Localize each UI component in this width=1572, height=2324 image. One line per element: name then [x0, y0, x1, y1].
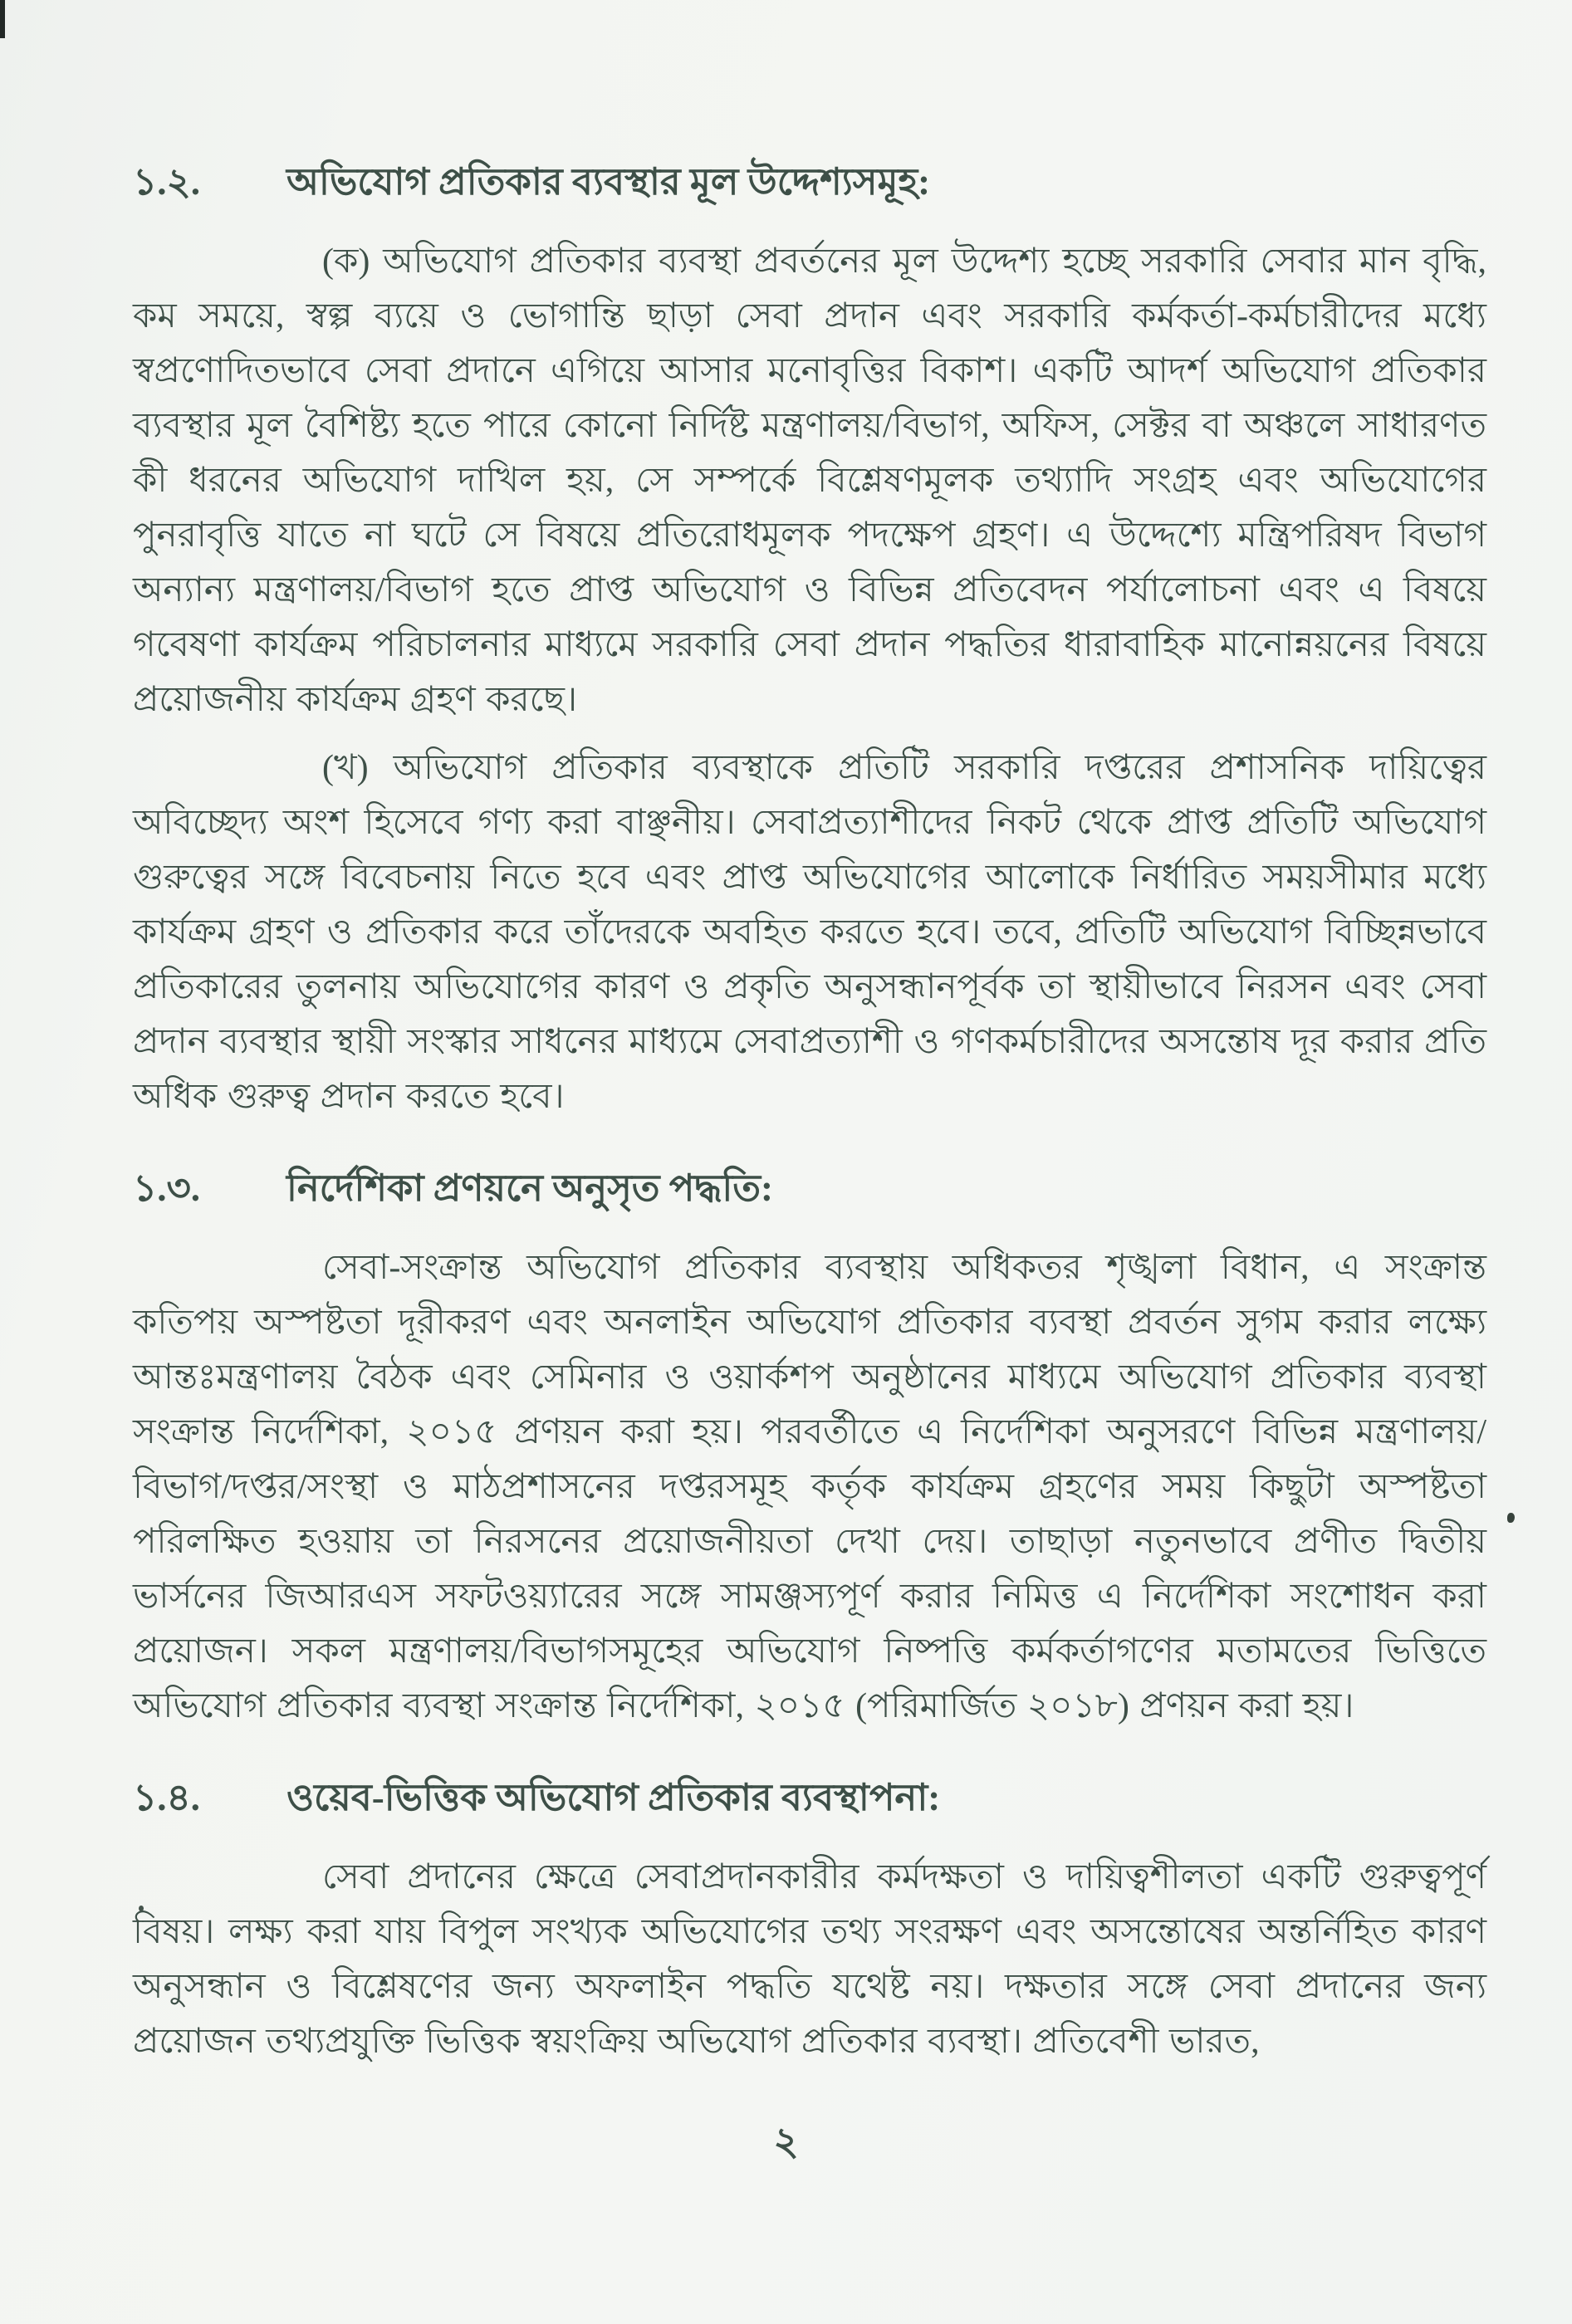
scan-edge-artifact	[0, 0, 5, 38]
page-number: ২	[773, 2121, 799, 2164]
paragraph-kha: (খ) অভিযোগ প্রতিকার ব্যবস্থাকে প্রতিটি সরকারি দপ্তরের প্রশাসনিক দায়িত্বের অবিচ্ছেদ্য অংশ হিসেবে গণ্য করা বাঞ্ছনীয়। সেবাপ্রত্যাশীদের নিকট থেকে প্রাপ্ত প্রতিটি অভিযোগ গুরুত্বের সঙ্গে বিবেচনায় নিতে হবে এবং প্রাপ্ত অভিযোগের আলোকে নির্ধারিত সময়সীমার মধ্যে কার্যক্রম গ্রহণ ও প্রতিকার করে তাঁদেরকে অবহিত করতে হবে। তবে, প্রতিটি অভিযোগ বিচ্ছিন্নভাবে প্রতিকারের তুলনায় অভিযোগের কারণ ও প্রকৃতি অনুসন্ধানপূর্বক তা স্থায়ীভাবে নিরসন এবং সেবা প্রদান ব্যবস্থার স্থায়ী সংস্কার সাধনের মাধ্যমে সেবাপ্রত্যাশী ও গণকর্মচারীদের অসন্তোষ দূর করার প্রতি অধিক গুরুত্ব প্রদান করতে হবে।	[133, 749, 1486, 1116]
section-heading	[133, 1770, 1486, 1825]
document-content	[133, 154, 1486, 2106]
section-heading	[133, 154, 1486, 209]
section-guideline-method	[133, 1161, 1486, 1734]
section-number: ১.২.	[133, 161, 200, 203]
scan-speck-artifact	[1507, 1513, 1515, 1523]
section-number: ১.৩.	[133, 1167, 200, 1209]
paragraph: সেবা-সংক্রান্ত অভিযোগ প্রতিকার ব্যবস্থায় অধিকতর শৃঙ্খলা বিধান, এ সংক্রান্ত কতিপয় অস্পষ্টতা দূরীকরণ এবং অনলাইন অভিযোগ প্রতিকার ব্যবস্থা প্রবর্তন সুগম করার লক্ষ্যে আন্তঃমন্ত্রণালয় বৈঠক এবং সেমিনার ও ওয়ার্কশপ অনুষ্ঠানের মাধ্যমে অভিযোগ প্রতিকার ব্যবস্থা সংক্রান্ত নির্দেশিকা, ২০১৫ প্রণয়ন করা হয়। পরবর্তীতে এ নির্দেশিকা অনুসরণে বিভিন্ন মন্ত্রণালয়/বিভাগ/দপ্তর/সংস্থা ও মাঠপ্রশাসনের দপ্তরসমূহ কর্তৃক কার্যক্রম গ্রহণের সময় কিছুটা অস্পষ্টতা পরিলক্ষিত হওয়ায় তা নিরসনের প্রয়োজনীয়তা দেখা দেয়। তাছাড়া নতুনভাবে প্রণীত দ্বিতীয় ভার্সনের জিআরএস সফটওয়্যারের সঙ্গে সামঞ্জস্যপূর্ণ করার নিমিত্ত এ নির্দেশিকা সংশোধন করা প্রয়োজন। সকল মন্ত্রণালয়/বিভাগসমূহের অভিযোগ নিষ্পত্তি কর্মকর্তাগণের মতামতের ভিত্তিতে অভিযোগ প্রতিকার ব্যবস্থা সংক্রান্ত নির্দেশিকা, ২০১৫ (পরিমার্জিত ২০১৮) প্রণয়ন করা হয়।	[133, 1249, 1486, 1725]
section-title: নির্দেশিকা প্রণয়নে অনুসৃত পদ্ধতি:	[286, 1167, 773, 1209]
section-grievance-objectives	[133, 154, 1486, 1124]
paragraph-ka: (ক) অভিযোগ প্রতিকার ব্যবস্থা প্রবর্তনের মূল উদ্দেশ্য হচ্ছে সরকারি সেবার মান বৃদ্ধি, কম সময়ে, স্বল্প ব্যয়ে ও ভোগান্তি ছাড়া সেবা প্রদান এবং সরকারি কর্মকর্তা-কর্মচারীদের মধ্যে স্বপ্রণোদিতভাবে সেবা প্রদানে এগিয়ে আসার মনোবৃত্তির বিকাশ। একটি আদর্শ অভিযোগ প্রতিকার ব্যবস্থার মূল বৈশিষ্ট্য হতে পারে কোনো নির্দিষ্ট মন্ত্রণালয়/বিভাগ, অফিস, সেক্টর বা অঞ্চলে সাধারণত কী ধরনের অভিযোগ দাখিল হয়, সে সম্পর্কে বিশ্লেষণমূলক তথ্যাদি সংগ্রহ এবং অভিযোগের পুনরাবৃত্তি যাতে না ঘটে সে বিষয়ে প্রতিরোধমূলক পদক্ষেপ গ্রহণ। এ উদ্দেশ্যে মন্ত্রিপরিষদ বিভাগ অন্যান্য মন্ত্রণালয়/বিভাগ হতে প্রাপ্ত অভিযোগ ও বিভিন্ন প্রতিবেদন পর্যালোচনা এবং এ বিষয়ে গবেষণা কার্যক্রম পরিচালনার মাধ্যমে সরকারি সেবা প্রদান পদ্ধতির ধারাবাহিক মানোন্নয়নের বিষয়ে প্রয়োজনীয় কার্যক্রম গ্রহণ করছে।	[133, 242, 1486, 719]
section-title: অভিযোগ প্রতিকার ব্যবস্থার মূল উদ্দেশ্যসমূহ:	[286, 161, 931, 203]
section-number: ১.৪.	[133, 1777, 200, 1818]
section-web-based-grs	[133, 1770, 1486, 2069]
paragraph: সেবা প্রদানের ক্ষেত্রে সেবাপ্রদানকারীর কর্মদক্ষতা ও দায়িত্বশীলতা একটি গুরুত্বপূর্ণ বিষয়। লক্ষ্য করা যায় বিপুল সংখ্যক অভিযোগের তথ্য সংরক্ষণ এবং অসন্তোষের অন্তর্নিহিত কারণ অনুসন্ধান ও বিশ্লেষণের জন্য অফলাইন পদ্ধতি যথেষ্ট নয়। দক্ষতার সঙ্গে সেবা প্রদানের জন্য প্রয়োজন তথ্যপ্রযুক্তি ভিত্তিক স্বয়ংক্রিয় অভিযোগ প্রতিকার ব্যবস্থা। প্রতিবেশী ভারত,	[133, 1858, 1486, 2061]
section-heading	[133, 1161, 1486, 1216]
section-title: ওয়েব-ভিত্তিক অভিযোগ প্রতিকার ব্যবস্থাপনা:	[286, 1777, 941, 1818]
